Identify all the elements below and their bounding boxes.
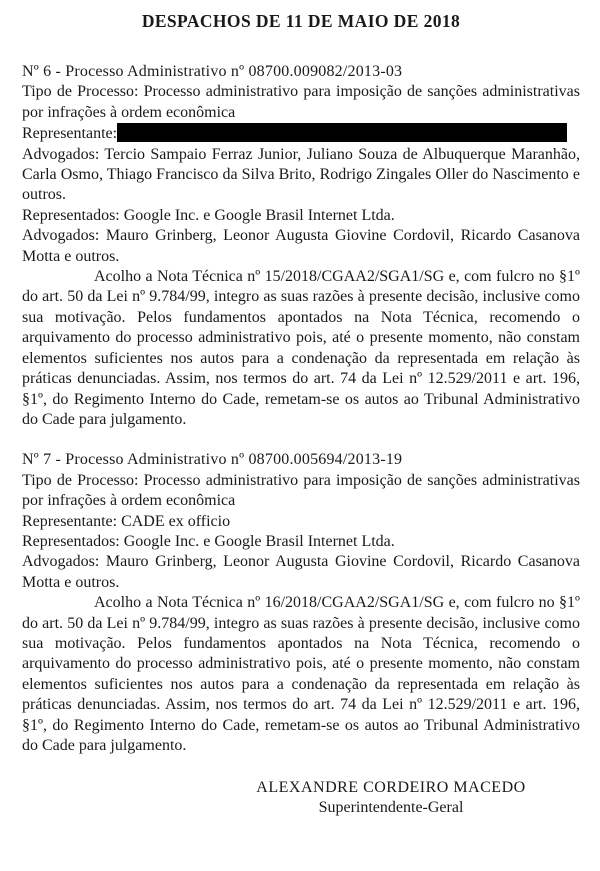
document-page [22, 10, 580, 818]
process-type: Tipo de Processo: Processo administrativo para imposição de sanções administrativas por infrações à ordem econômica [22, 471, 580, 510]
page-title: DESPACHOS DE 11 DE MAIO DE 2018 [141, 11, 461, 31]
signatory-name: ALEXANDRE CORDEIRO MACEDO [256, 779, 526, 797]
advogados-representante: Advogados: Tercio Sampaio Ferraz Junior, Juliano Souza de Albuquerque Maranhão, Carla Osmo, Thiago Francisco da Silva Brito, Rodrigo Zingales Oller do Nascimento e outros. [22, 145, 580, 204]
signatory-role: Superintendente-Geral [318, 799, 464, 817]
signature-block [22, 778, 580, 818]
representante-label: Representante: [22, 125, 118, 143]
process-header: Nº 7 - Processo Administrativo nº 08700.005694/2013-19 [22, 451, 403, 469]
decision-text: Acolho a Nota Técnica nº 15/2018/CGAA2/SGA1/SG e, com fulcro no §1º do art. 50 da Lei nº 9.784/99, integro as suas razões à presente decisão, inclusive como sua motivação. Pelos fundamentos apontados na Nota Técnica, recomendo o arquivamento do processo administrativo pois, até o presente momento, não constam elementos suficientes nos autos para a condenação da representada em relação às práticas denunciadas. Assim, nos termos do art. 74 da Lei nº 12.529/2011 e art. 196, §1º, do Regimento Interno do Cade, remetam-se os autos ao Tribunal Administrativo do Cade para julgamento. [22, 268, 580, 428]
redacted-box [117, 123, 567, 142]
representante-line [22, 123, 580, 144]
despacho-6 [22, 62, 580, 430]
advogados-representados: Advogados: Mauro Grinberg, Leonor Augusta Giovine Cordovil, Ricardo Casanova Motta e outros. [22, 227, 580, 265]
decision-text: Acolho a Nota Técnica nº 16/2018/CGAA2/SGA1/SG e, com fulcro no §1º do art. 50 da Lei nº 9.784/99, integro as suas razões à presente decisão, inclusive como sua motivação. Pelos fundamentos apontados na Nota Técnica, recomendo o arquivamento do processo administrativo pois, até o presente momento, não constam elementos suficientes nos autos para a condenação da representada em relação às práticas denunciadas. Assim, nos termos do art. 74 da Lei nº 12.529/2011 e art. 196, §1º, do Regimento Interno do Cade, remetam-se os autos ao Tribunal Administrativo do Cade para julgamento. [22, 594, 580, 754]
section-spacer [22, 430, 580, 450]
representados: Representados: Google Inc. e Google Brasil Internet Ltda. [22, 532, 395, 550]
advogados-representados: Advogados: Mauro Grinberg, Leonor Augusta Giovine Cordovil, Ricardo Casanova Motta e outros. [22, 553, 580, 591]
representante-line: Representante: CADE ex officio [22, 512, 231, 530]
process-header: Nº 6 - Processo Administrativo nº 08700.009082/2013-03 [22, 63, 403, 80]
despacho-7 [22, 450, 580, 756]
process-type: Tipo de Processo: Processo administrativo para imposição de sanções administrativas por infrações à ordem econômica [22, 83, 580, 121]
representados: Representados: Google Inc. e Google Brasil Internet Ltda. [22, 206, 395, 224]
